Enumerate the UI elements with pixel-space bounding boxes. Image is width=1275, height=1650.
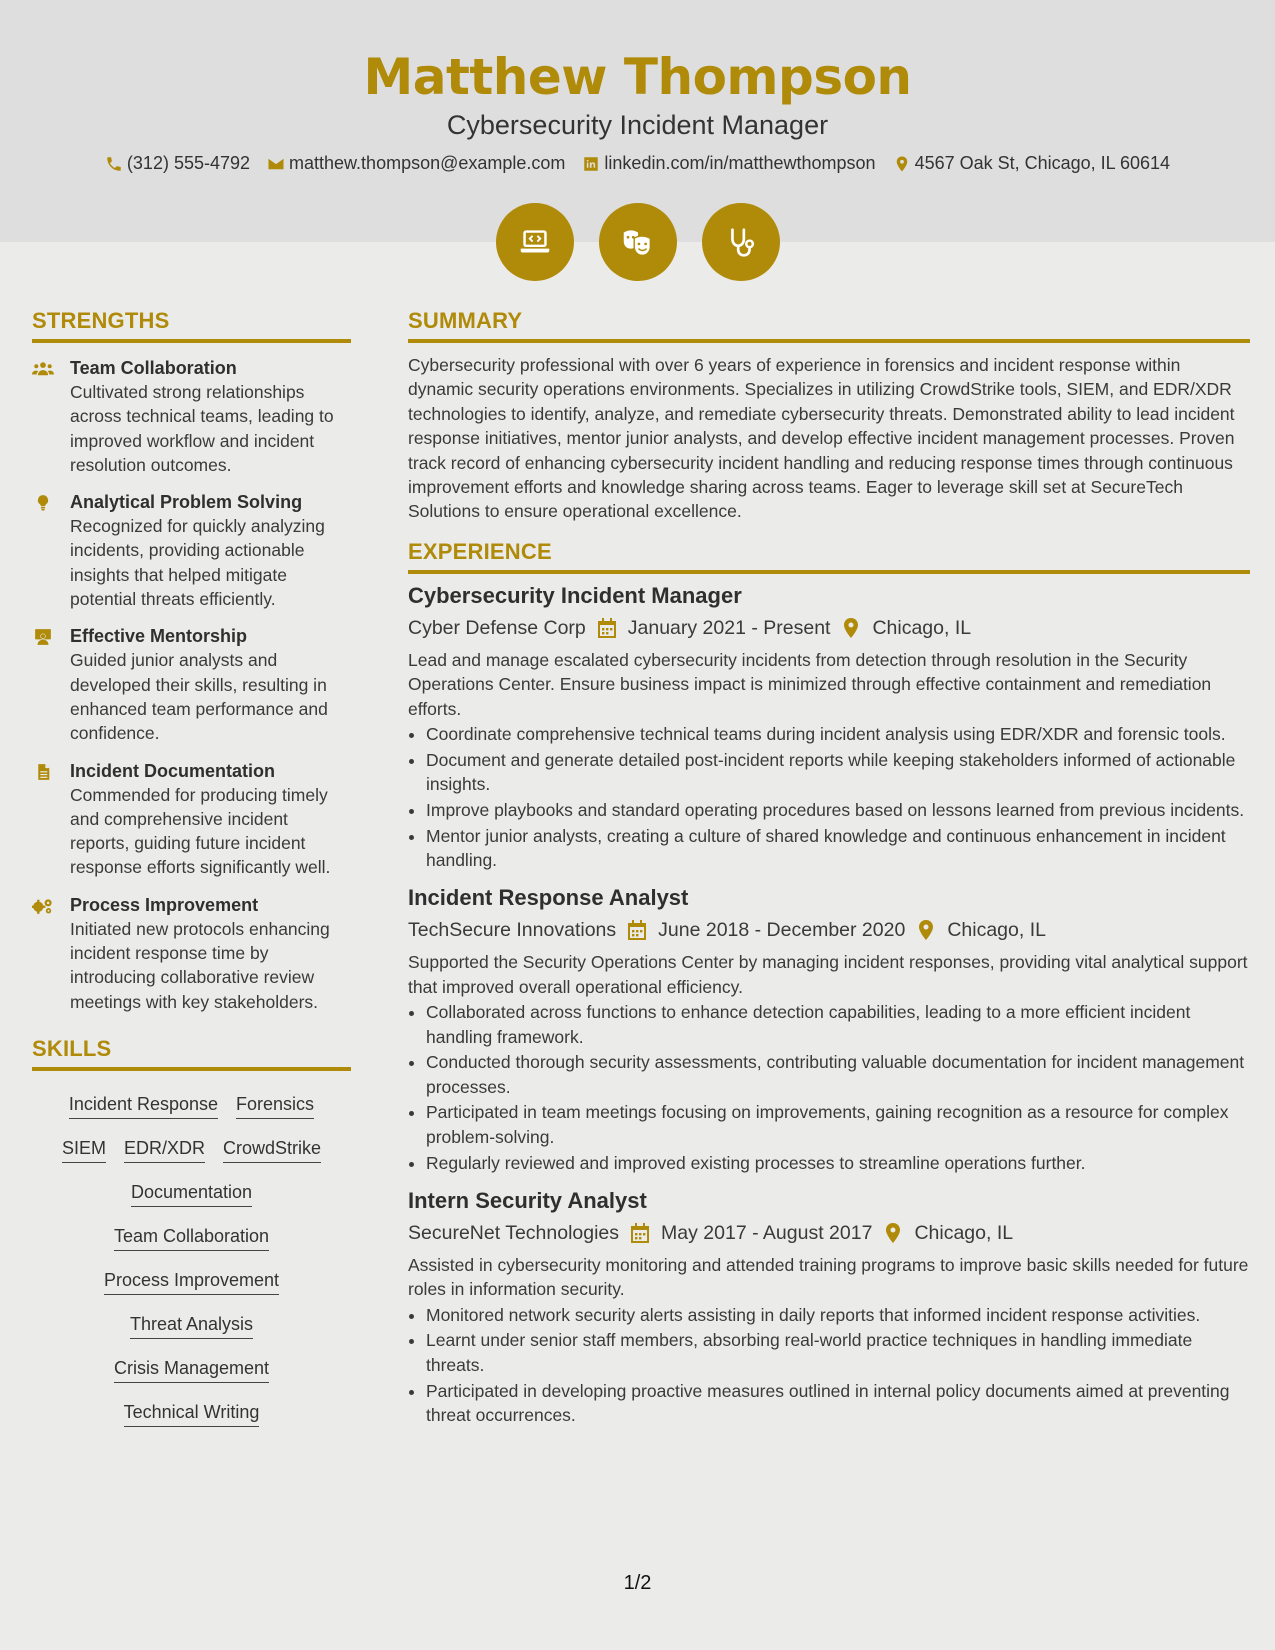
- contact-email[interactable]: [267, 153, 565, 174]
- linkedin-icon: [582, 155, 600, 173]
- job-description: Supported the Security Operations Center by managing incident responses, providing vital analytical support that improved overall operational efficiency.: [408, 952, 1248, 997]
- contact-text: (312) 555-4792: [126, 153, 251, 173]
- skills-list: [32, 1071, 351, 1433]
- skill-tag: SIEM: [62, 1131, 106, 1163]
- users-icon: [32, 360, 54, 378]
- job-entry: [408, 1187, 1250, 1427]
- page-number: 1/2: [623, 1572, 652, 1594]
- job-bullets: [408, 1303, 1250, 1428]
- job-role: Incident Response Analyst: [408, 885, 689, 911]
- map-pin-icon: [917, 920, 935, 940]
- job-description: Assisted in cybersecurity monitoring and attended training programs to improve basic skills needed for future roles in information security.: [408, 1254, 1249, 1300]
- calendar-icon: [598, 618, 616, 638]
- job-meta: [408, 614, 1250, 642]
- experience-heading: EXPERIENCE: [408, 539, 1250, 574]
- phone-icon: [105, 155, 123, 173]
- job-bullet: • Coordinate comprehensive technical teams during incident analysis using EDR/XDR and forensic tools.: [426, 722, 1250, 746]
- job-dates: May 2017 - August 2017: [661, 1221, 873, 1244]
- strengths-heading: STRENGTHS: [32, 308, 351, 343]
- strength-desc: Guided junior analysts and developed their skills, resulting in enhanced team performance and confidence.: [70, 650, 328, 744]
- strength-title: Effective Mentorship: [70, 626, 248, 647]
- skill-tag: Incident Response: [69, 1087, 218, 1119]
- strength-title: Analytical Problem Solving: [70, 492, 303, 513]
- theater-masks-icon: [619, 223, 657, 261]
- strength-desc: Recognized for quickly analyzing incidents, providing actionable insights that helped mitigate potential threats efficiently.: [70, 516, 325, 610]
- job-entry: [408, 884, 1250, 1175]
- job-dates: January 2021 - Present: [627, 616, 831, 639]
- strength-title: Incident Documentation: [70, 760, 276, 781]
- skill-tag: Process Improvement: [104, 1263, 279, 1295]
- calendar-icon: [628, 920, 646, 940]
- stethoscope-icon: [722, 223, 760, 261]
- strength-item: [32, 625, 351, 745]
- badge-laptop: [496, 203, 574, 281]
- strength-desc: Cultivated strong relationships across technical teams, leading to improved workflow and incident resolution outcomes.: [70, 382, 334, 475]
- contact-address: [893, 153, 1171, 174]
- laptop-code-icon: [516, 223, 554, 261]
- job-company: TechSecure Innovations: [408, 919, 617, 942]
- envelope-icon: [267, 155, 285, 173]
- job-bullet: • Document and generate detailed post-incident reports while keeping stakeholders informed of actionable insights.: [426, 748, 1250, 797]
- graduation-teacher-icon: [32, 628, 54, 646]
- badge-masks: [599, 203, 677, 281]
- skill-tag: Documentation: [131, 1175, 252, 1207]
- job-role: Intern Security Analyst: [408, 1187, 647, 1213]
- job-company: Cyber Defense Corp: [408, 616, 586, 639]
- strength-item: [32, 357, 351, 477]
- job-description: Lead and manage escalated cybersecurity incidents from detection through resolution in the Security Operations Center. Ensure business impact is minimized through effective containment and remediation efforts.: [408, 649, 1212, 719]
- job-bullet: • Improve playbooks and standard operating procedures based on lessons learned from previous incidents.: [426, 798, 1250, 822]
- strength-item: [32, 894, 351, 1014]
- job-bullets: [408, 722, 1250, 872]
- job-meta: [408, 1219, 1250, 1247]
- job-bullet: • Monitored network security alerts assisting in daily reports that informed incident response activities.: [426, 1303, 1250, 1327]
- contact-bar: [0, 153, 1275, 174]
- job-bullet: • Participated in team meetings focusing on improvements, gaining recognition as a resource for complex problem-solving.: [426, 1100, 1250, 1149]
- left-column: [32, 308, 351, 1433]
- summary-heading: SUMMARY: [408, 308, 1250, 343]
- map-pin-icon: [842, 618, 860, 638]
- job-bullet: • Participated in developing proactive measures outlined in internal policy documents aimed at preventing threat occurrences.: [426, 1379, 1250, 1428]
- skill-tag: Threat Analysis: [130, 1307, 253, 1339]
- job-location: Chicago, IL: [872, 616, 972, 639]
- skill-tag: CrowdStrike: [223, 1131, 321, 1163]
- strength-item: [32, 760, 351, 880]
- job-entry: [408, 582, 1250, 873]
- contact-linkedin[interactable]: [582, 153, 875, 174]
- gears-icon: [32, 897, 54, 915]
- skills-heading: SKILLS: [32, 1036, 351, 1071]
- job-bullet: • Collaborated across functions to enhance detection capabilities, leading to a more efficient incident handling framework.: [426, 1000, 1250, 1049]
- contact-text: matthew.thompson@example.com: [289, 153, 566, 173]
- summary-text: Cybersecurity professional with over 6 years of experience in forensics and incident response within dynamic security operations environments. Specializes in utilizing CrowdStrike tools, SIEM, and EDR/XDR technologies to identify, analyze, and remediate cybersecurity threats. Demonstrated ability to lead incident response initiatives, mentor junior analysts, and develop effective incident management processes. Proven track record of enhancing cybersecurity incident handling and reducing response times through continuous improvement efforts and knowledge sharing across teams. Eager to leverage skill set at SecureTech Solutions to ensure operational excellence.: [408, 355, 1235, 522]
- contact-phone[interactable]: [105, 153, 250, 174]
- job-meta: [408, 916, 1250, 944]
- skill-tag: Crisis Management: [114, 1351, 269, 1383]
- job-location: Chicago, IL: [947, 919, 1046, 942]
- job-bullets: [408, 1000, 1250, 1175]
- skill-tag: EDR/XDR: [124, 1131, 205, 1163]
- job-dates: June 2018 - December 2020: [658, 919, 906, 942]
- badge-row: [0, 203, 1275, 281]
- skill-tag: Team Collaboration: [114, 1219, 269, 1251]
- job-location: Chicago, IL: [914, 1221, 1014, 1244]
- job-role: Cybersecurity Incident Manager: [408, 582, 742, 608]
- contact-text: 4567 Oak St, Chicago, IL 60614: [914, 153, 1171, 173]
- document-icon: [32, 763, 54, 781]
- right-column: [408, 308, 1250, 1429]
- lightbulb-icon: [32, 494, 54, 512]
- skill-tag: Forensics: [236, 1087, 314, 1119]
- job-bullet: • Regularly reviewed and improved existing processes to streamline operations further.: [426, 1151, 1250, 1175]
- map-pin-icon: [884, 1223, 902, 1243]
- strength-desc: Commended for producing timely and comprehensive incident reports, guiding future incident response efforts significantly well.: [70, 784, 331, 878]
- job-bullet: • Conducted thorough security assessments, contributing valuable documentation for incident management processes.: [426, 1050, 1250, 1099]
- candidate-name: Matthew Thompson: [363, 48, 912, 106]
- map-pin-icon: [893, 155, 911, 173]
- strength-desc: Initiated new protocols enhancing incident response time by introducing collaborative review meetings with key stakeholders.: [70, 918, 330, 1012]
- job-bullet: • Mentor junior analysts, creating a culture of shared knowledge and continuous enhancement in incident handling.: [426, 824, 1250, 873]
- candidate-title: Cybersecurity Incident Manager: [446, 110, 829, 140]
- job-company: SecureNet Technologies: [408, 1221, 620, 1244]
- badge-stethoscope: [702, 203, 780, 281]
- skill-tag: Technical Writing: [124, 1395, 260, 1427]
- strength-title: Process Improvement: [70, 894, 259, 915]
- strength-item: [32, 491, 351, 611]
- strength-title: Team Collaboration: [70, 358, 237, 378]
- contact-text: linkedin.com/in/matthewthompson: [604, 153, 876, 173]
- calendar-icon: [631, 1223, 649, 1243]
- job-bullet: • Learnt under senior staff members, absorbing real-world practice techniques in handling immediate threats.: [426, 1328, 1250, 1377]
